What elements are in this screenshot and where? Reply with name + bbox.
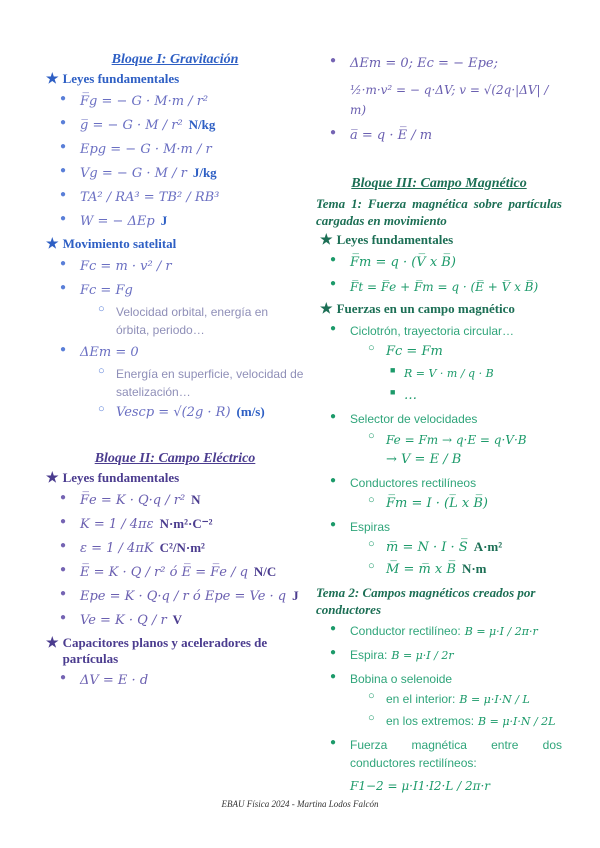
- block2-title: Bloque II: Campo Eléctrico: [94, 451, 256, 466]
- list-item: ○ Fe = Fm → q·E = q·V·B → V = E / B: [350, 430, 562, 470]
- list-item: ○ Velocidad orbital, energía en órbita, periodo…: [80, 303, 304, 339]
- section-movimiento-satelital: ★ Movimiento satelital: [46, 236, 177, 252]
- list-item: ● Fc = m · v² / r: [46, 257, 304, 277]
- block3-title: Bloque III: Campo Magnético: [351, 176, 527, 191]
- list-item: ● ΔEm = 0; Ec = − Epe;: [316, 54, 562, 74]
- section-capacitores: ★ Capacitores planos y aceleradores de partículas: [46, 635, 268, 666]
- section-leyes-gravitacion: ★ Leyes fundamentales: [46, 71, 180, 87]
- star-icon: ★: [46, 471, 59, 486]
- list-item: ● F̅m = q · (V̅ x B̅): [316, 253, 562, 273]
- list-item: ● Espira: B = μ·I / 2r: [316, 646, 562, 666]
- list-item: ● Ciclotrón, trayectoria circular… ○ Fc = Fm ■ R = V · m / q · B ■ …: [316, 322, 562, 406]
- list-item: ● Fuerza magnética entre dos conductores rectilíneos:: [316, 736, 562, 772]
- list-item: ● F̅t = F̅e + F̅m = q · (E̅ + V̅ x B̅): [316, 277, 562, 297]
- list-item: ● TA² / RA³ = TB² / RB³: [46, 188, 304, 208]
- tema2-list: [316, 622, 562, 772]
- list-item: ○ en el interior: B = μ·I·N / L: [350, 690, 562, 710]
- star-icon: ★: [46, 636, 59, 651]
- list-item: ● Epe = K · Q·q / r ó Epe = Ve · q J: [46, 587, 304, 607]
- list-item: ● W = − ΔEp J: [46, 212, 304, 232]
- mag-leyes-list: [316, 253, 562, 297]
- list-item: ● F̅e = K · Q·q / r² N: [46, 491, 304, 511]
- satelital-list: [46, 257, 304, 423]
- list-item: ● ΔV = E · d: [46, 671, 304, 691]
- star-icon: ★: [320, 233, 333, 248]
- fuerzas-list: [316, 322, 562, 580]
- list-item: ● F̅g = − G · M·m / r²: [46, 92, 304, 112]
- list-item: ● Fc = Fg ○ Velocidad orbital, energía en órbita, periodo…: [46, 281, 304, 339]
- grav-formula-list: [46, 92, 304, 232]
- list-item: ● Conductores rectilíneos ○ F̅m = I · (L̅ x B̅): [316, 474, 562, 514]
- list-item: ○ Vescp = √(2g · R) (m/s): [80, 403, 304, 423]
- list-item: ○ M̅ = m̅ x B̅ N·m: [350, 560, 562, 580]
- list-item: ● ε = 1 / 4πK C²/N·m²: [46, 539, 304, 559]
- elec-formula-list: [46, 491, 304, 631]
- section-fuerzas: ★ Fuerzas en un campo magnético: [320, 301, 515, 317]
- list-item: ● Espiras ○ m̅ = N · I · S̅ A·m² ○ M̅ = m̅ x B̅ N·m: [316, 518, 562, 580]
- list-item: ● Epg = − G · M·m / r: [46, 140, 304, 160]
- accel-list: [316, 54, 562, 74]
- list-item: ● Vg = − G · M / r J/kg: [46, 164, 304, 184]
- list-item: ● ΔEm = 0 ○ Energía en superficie, velocidad de satelización… ○ Vescp = √(2g · R) (m/s): [46, 343, 304, 423]
- block1-title: Bloque I: Gravitación: [111, 52, 239, 67]
- star-icon: ★: [320, 302, 333, 317]
- list-item: ■ R = V · m / q · B: [350, 364, 562, 384]
- star-icon: ★: [46, 72, 59, 87]
- list-item: ● K = 1 / 4πε N·m²·C⁻²: [46, 515, 304, 535]
- section-leyes-electrico: ★ Leyes fundamentales: [46, 470, 180, 486]
- accel-list-2: [316, 126, 562, 146]
- tema1-title: Tema 1: Fuerza magnética sobre partículas cargadas en movimiento: [316, 196, 562, 228]
- f12-formula: F1−2 = μ·I1·I2·L / 2π·r: [350, 779, 491, 793]
- section-leyes-magnetico: ★ Leyes fundamentales: [320, 232, 454, 248]
- page-footer: EBAU Física 2024 - Martina Lodos Falcón: [221, 799, 379, 809]
- star-icon: ★: [46, 237, 59, 252]
- right-column: [316, 50, 562, 796]
- list-item: ● Ve = K · Q / r V: [46, 611, 304, 631]
- tema2-title: Tema 2: Campos magnéticos creados por conductores: [316, 585, 536, 617]
- list-item: ● Selector de velocidades ○ Fe = Fm → q·E = q·V·B → V = E / B: [316, 410, 562, 470]
- list-item: ■ …: [350, 386, 562, 406]
- list-item: ○ m̅ = N · I · S̅ A·m²: [350, 538, 562, 558]
- list-item: ● E̅ = K · Q / r² ó E̅ = F̅e / q N/C: [46, 563, 304, 583]
- list-item: ○ F̅m = I · (L̅ x B̅): [350, 494, 562, 514]
- list-item: ○ en los extremos: B = μ·I·N / 2L: [350, 712, 562, 732]
- list-item: ● Conductor rectilíneo: B = μ·I / 2π·r: [316, 622, 562, 642]
- left-column: [46, 50, 304, 695]
- list-item: ● Bobina o selenoide ○ en el interior: B = μ·I·N / L ○ en los extremos: B = μ·I·N / 2L: [316, 670, 562, 732]
- half-mv-formula: ½·m·v² = − q·ΔV; v = √(2q·|ΔV| / m): [350, 83, 549, 117]
- list-item: ● a̅ = q · E̅ / m: [316, 126, 562, 146]
- capacitores-list: [46, 671, 304, 691]
- list-item: ○ Energía en superficie, velocidad de satelización…: [80, 365, 304, 401]
- list-item: ● g̅ = − G · M / r² N/kg: [46, 116, 304, 136]
- list-item: ○ Fc = Fm ■ R = V · m / q · B ■ …: [350, 342, 562, 406]
